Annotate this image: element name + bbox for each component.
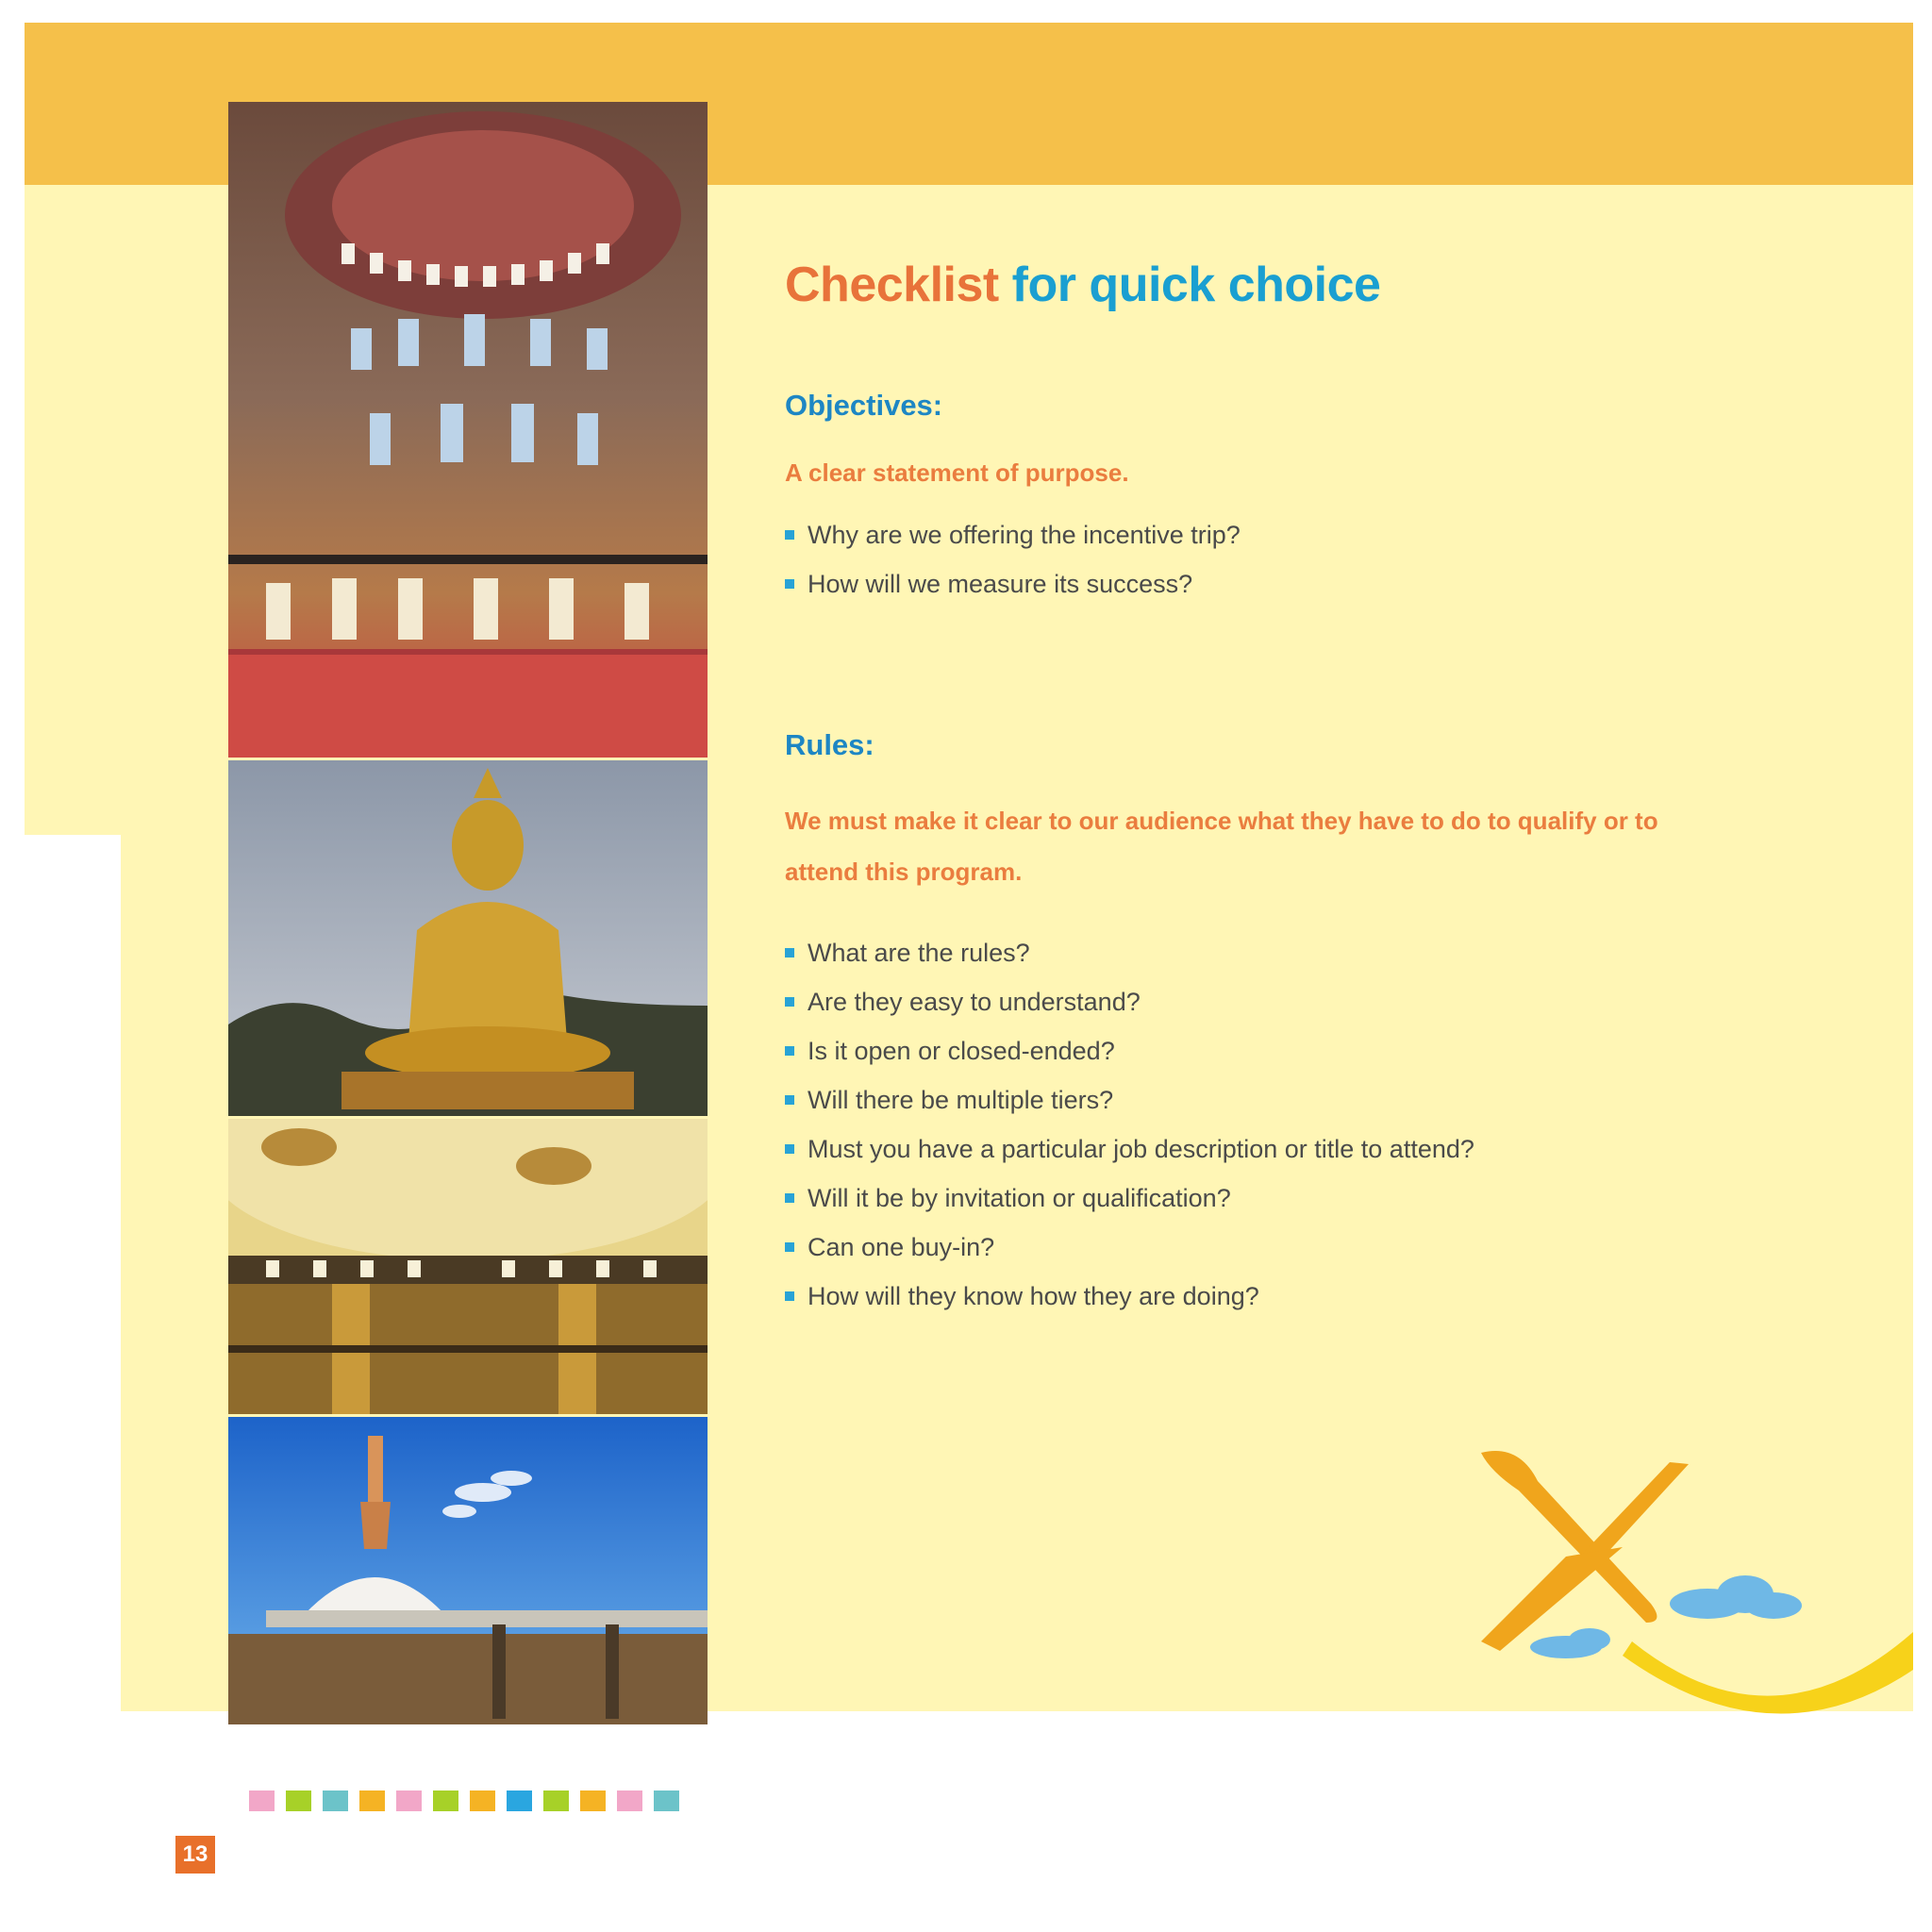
list-item: How will they know how they are doing? <box>785 1282 1474 1331</box>
bullet-square-icon <box>785 1095 794 1105</box>
title-part-checklist: Checklist <box>785 258 999 312</box>
color-swatch <box>433 1790 458 1811</box>
rules-heading: Rules: <box>785 728 874 761</box>
domed-hall-photo <box>228 1119 708 1414</box>
bullet-square-icon <box>785 948 794 958</box>
mosque-interior-photo <box>228 102 708 758</box>
list-item: Are they easy to understand? <box>785 988 1474 1037</box>
color-swatch <box>507 1790 532 1811</box>
color-swatch <box>359 1790 385 1811</box>
color-swatch <box>654 1790 679 1811</box>
rules-bullet-list <box>785 939 1474 1331</box>
color-swatch <box>543 1790 569 1811</box>
bullet-square-icon <box>785 579 794 589</box>
bullet-square-icon <box>785 1046 794 1056</box>
statue-seaside-photo <box>228 1417 708 1724</box>
color-swatch <box>323 1790 348 1811</box>
color-swatch <box>470 1790 495 1811</box>
list-item: How will we measure its success? <box>785 570 1241 619</box>
list-item: What are the rules? <box>785 939 1474 988</box>
photo-column <box>228 102 708 1724</box>
objectives-statement: A clear statement of purpose. <box>785 458 1129 487</box>
list-item: Will it be by invitation or qualification? <box>785 1184 1474 1233</box>
golden-buddha-photo <box>228 760 708 1116</box>
bullet-square-icon <box>785 1144 794 1154</box>
color-swatch <box>580 1790 606 1811</box>
bullet-square-icon <box>785 997 794 1007</box>
airplane-decoration <box>1462 1443 1913 1717</box>
list-item: Will there be multiple tiers? <box>785 1086 1474 1135</box>
bullet-square-icon <box>785 1242 794 1252</box>
title-part-quick-choice: for quick choice <box>1011 258 1381 312</box>
page-title <box>785 257 1380 313</box>
objectives-heading: Objectives: <box>785 389 943 422</box>
list-item: Can one buy-in? <box>785 1233 1474 1282</box>
page-margin-notch <box>25 835 121 1711</box>
color-swatch <box>396 1790 422 1811</box>
bullet-square-icon <box>785 1291 794 1301</box>
list-item: Must you have a particular job description or title to attend? <box>785 1135 1474 1184</box>
bullet-square-icon <box>785 530 794 540</box>
color-swatch <box>617 1790 642 1811</box>
objectives-bullet-list <box>785 521 1241 619</box>
page-number: 13 <box>175 1836 215 1874</box>
list-item: Why are we offering the incentive trip? <box>785 521 1241 570</box>
bullet-square-icon <box>785 1193 794 1203</box>
color-swatch <box>286 1790 311 1811</box>
list-item: Is it open or closed-ended? <box>785 1037 1474 1086</box>
rules-statement: We must make it clear to our audience what they have to do to qualify or to attend this program. <box>785 807 1658 886</box>
color-swatch <box>249 1790 275 1811</box>
